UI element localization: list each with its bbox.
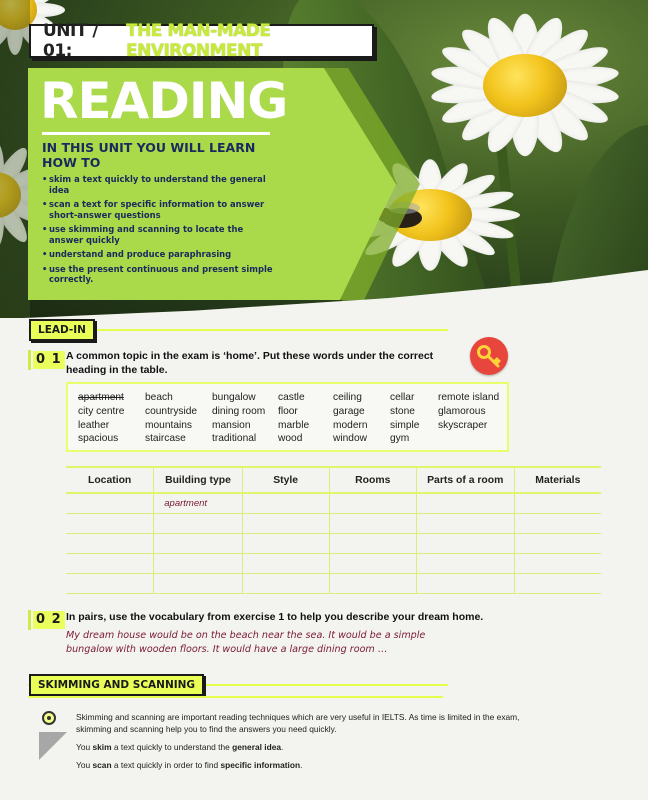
word-bank-item: mansion (212, 419, 251, 431)
title-underline (42, 132, 270, 135)
table-cell[interactable] (416, 574, 514, 594)
table-cell[interactable] (514, 574, 601, 594)
word-bank-item: remote island (438, 392, 500, 403)
table-cell[interactable] (66, 514, 154, 534)
table-cell[interactable] (329, 554, 416, 574)
word-bank-item: beach (145, 392, 173, 403)
unit-number: UNIT / 01: (43, 21, 99, 61)
table-cell[interactable] (416, 534, 514, 554)
table-cell[interactable] (154, 574, 242, 594)
target-icon (42, 711, 56, 725)
word-bank-item: skyscraper (438, 419, 488, 431)
word-bank-item: stone (390, 405, 415, 417)
word-bank-item: bungalow (212, 392, 256, 403)
table-cell[interactable] (416, 554, 514, 574)
word-bank-item (438, 433, 518, 447)
scan-keyword: scan (92, 760, 112, 770)
table-cell[interactable] (416, 493, 514, 514)
table-cell[interactable] (154, 554, 242, 574)
page-title: READING (40, 72, 288, 130)
objective-item: • use the present continuous and present simple correctly. (42, 264, 277, 285)
column-header: Style (242, 467, 329, 493)
column-header: Rooms (329, 467, 416, 493)
table-cell[interactable] (514, 554, 601, 574)
table-row (66, 554, 601, 574)
key-icon (470, 337, 508, 375)
column-header: Materials (514, 467, 601, 493)
table-cell[interactable] (154, 514, 242, 534)
column-header: Parts of a room (416, 467, 514, 493)
table-row (66, 574, 601, 594)
word-bank-item: leather (78, 419, 110, 431)
word-bank-item: ceiling (333, 392, 362, 403)
word-bank-item: apartment (78, 392, 124, 403)
table-cell[interactable] (514, 493, 601, 514)
column-header: Building type (154, 467, 242, 493)
word-bank-item: marble (278, 419, 310, 431)
word-bank-item: castle (278, 392, 305, 403)
table-cell[interactable] (66, 554, 154, 574)
exercise-1-number: 0 1 (33, 351, 65, 369)
word-bank-item: cellar (390, 392, 415, 403)
skimming-scanning-tag: SKIMMING AND SCANNING (29, 674, 204, 696)
skim-definition: You skim a text quickly to understand the general idea. (76, 742, 284, 752)
word-bank-item: garage (333, 405, 365, 417)
table-cell[interactable] (329, 514, 416, 534)
objective-item: • understand and produce paraphrasing (42, 249, 277, 260)
objectives-heading: IN THIS UNIT YOU WILL LEARN HOW TO (42, 140, 256, 170)
word-bank-item: mountains (145, 419, 193, 431)
table-cell[interactable] (514, 534, 601, 554)
table-row (66, 514, 601, 534)
table-cell[interactable] (66, 493, 154, 514)
table-cell[interactable] (514, 514, 601, 534)
objective-item: • use skimming and scanning to locate the answer quickly (42, 224, 277, 245)
word-bank-item: modern (333, 419, 368, 431)
word-bank-item: wood (278, 433, 303, 445)
daisy-center (483, 54, 567, 117)
unit-title: THE MAN-MADE ENVIRONMENT (125, 21, 271, 61)
hero-photo (0, 0, 648, 318)
word-bank-item: simple (390, 419, 420, 431)
table-cell[interactable] (242, 514, 329, 534)
column-header: Location (66, 467, 154, 493)
table-cell-example[interactable]: apartment (154, 493, 242, 514)
general-idea-keyword: general idea (232, 742, 282, 752)
skimming-intro: Skimming and scanning are important reading techniques which are very useful in IELTS. As time is limited in the exam, skimming and scanning help you to find the answers you need quickly. (76, 712, 520, 734)
exercise-2-sample-answer: My dream house would be on the beach near the sea. It would be a simple bungalow with wooden floors. It would have a large dining room … (66, 630, 426, 655)
table-cell[interactable] (242, 554, 329, 574)
table-cell[interactable] (154, 534, 242, 554)
word-bank (66, 382, 509, 452)
word-bank-item: traditional (212, 433, 257, 445)
unit-banner (29, 21, 374, 61)
word-bank-item: glamorous (438, 405, 486, 417)
objective-item: • skim a text quickly to understand the general idea (42, 174, 277, 195)
exercise-2-number: 0 2 (33, 611, 65, 629)
table-cell[interactable] (66, 574, 154, 594)
word-bank-item: dining room (212, 405, 266, 417)
specific-information-keyword: specific information (220, 760, 301, 770)
table-cell[interactable] (329, 493, 416, 514)
word-grid (78, 392, 518, 447)
word-bank-item: floor (278, 405, 298, 417)
skim-keyword: skim (92, 742, 112, 752)
word-bank-item: spacious (78, 433, 119, 445)
table-cell[interactable] (242, 493, 329, 514)
exercise-2-instruction: In pairs, use the vocabulary from exercise 1 to help you describe your dream home. (66, 611, 484, 623)
table-cell[interactable] (242, 534, 329, 554)
objectives-list (42, 174, 277, 289)
corner-triangle (39, 732, 67, 760)
table-cell[interactable] (329, 574, 416, 594)
table-cell[interactable] (66, 534, 154, 554)
table-cell[interactable] (416, 514, 514, 534)
table-row (66, 493, 601, 514)
word-bank-item: staircase (145, 433, 186, 445)
answer-key-button[interactable] (470, 337, 508, 375)
vocabulary-table (66, 466, 601, 594)
table-cell[interactable] (329, 534, 416, 554)
word-bank-item: city centre (78, 405, 125, 417)
exercise-1-instruction: A common topic in the exam is ‘home’. Put these words under the correct heading in the table. (66, 350, 434, 376)
table-row (66, 534, 601, 554)
scan-definition: You scan a text quickly in order to find specific information. (76, 760, 303, 770)
word-bank-item: window (333, 433, 367, 445)
objective-item: • scan a text for specific information to answer short-answer questions (42, 199, 277, 220)
word-bank-item: gym (390, 433, 410, 445)
word-bank-item: countryside (145, 405, 198, 417)
table-header-row (66, 467, 601, 493)
table-cell[interactable] (242, 574, 329, 594)
lead-in-tag: LEAD-IN (29, 319, 95, 341)
